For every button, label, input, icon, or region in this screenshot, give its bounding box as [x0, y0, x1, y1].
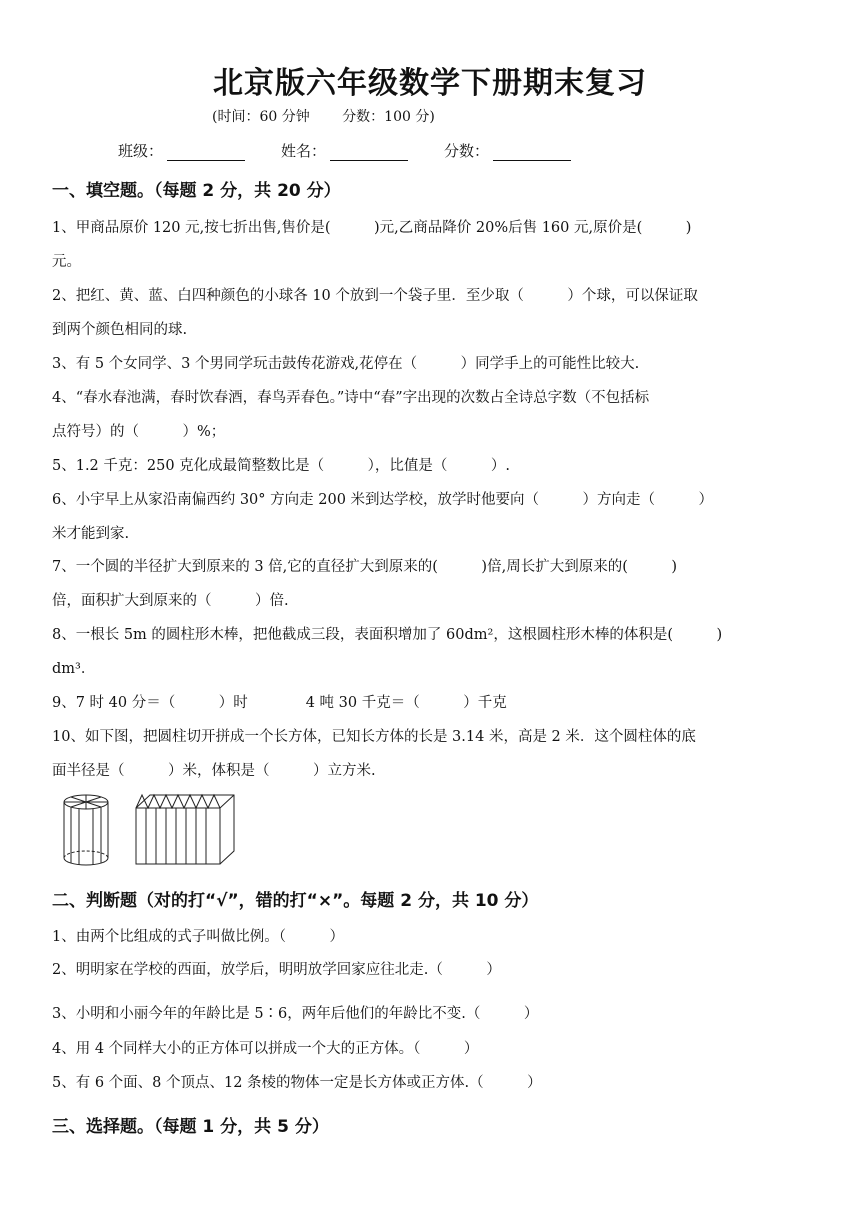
- fill-question-10b: 面半径是（ ）米，体积是（ ）立方米.: [52, 763, 376, 779]
- page-title: 北京版六年级数学下册期末复习: [213, 66, 647, 101]
- student-info: [118, 140, 571, 161]
- fill-question-8a: 8、一根长 5m 的圆柱形木棒，把他截成三段，表面积增加了 60dm²，这根圆柱形木棒的体积是( ): [52, 627, 723, 643]
- name-blank[interactable]: [330, 146, 408, 161]
- cylinder-cuboid-figure: [56, 792, 236, 868]
- judge-question-5: 5、有 6 个面、8 个顶点、12 条棱的物体一定是长方体或正方体.（ ）: [52, 1075, 542, 1091]
- class-label: 班级：: [118, 142, 164, 160]
- fill-question-1a: 1、甲商品原价 120 元,按七折出售,售价是( )元,乙商品降价 20%后售 160 元,原价是( ): [52, 220, 692, 236]
- fill-question-2a: 2、把红、黄、蓝、白四种颜色的小球各 10 个放到一个袋子里．至少取（ ）个球，可以保证取: [52, 288, 698, 304]
- cylinder-drawing: [64, 795, 108, 865]
- fill-question-7b: 倍，面积扩大到原来的（ ）倍.: [52, 593, 289, 609]
- fill-question-7a: 7、一个圆的半径扩大到原来的 3 倍,它的直径扩大到原来的( )倍,周长扩大到原来的( ): [52, 559, 678, 575]
- name-label: 姓名：: [281, 142, 327, 160]
- judge-question-3: 3、小明和小丽今年的年龄比是 5∶6，两年后他们的年龄比不变.（ ）: [52, 1006, 539, 1022]
- section-true-false: 二、判断题（对的打“√”，错的打“×”。每题 2 分，共 10 分）: [52, 891, 539, 911]
- score-field[interactable]: [444, 140, 571, 161]
- fill-question-8b: dm³．: [52, 661, 96, 677]
- fill-question-9: 9、7 时 40 分＝（ ）时 4 吨 30 千克＝（ ）千克: [52, 695, 507, 711]
- fill-question-4a: 4、“春水春池满，春时饮春酒，春鸟弄春色。”诗中“春”字出现的次数占全诗总字数（不包括标: [52, 390, 650, 406]
- judge-question-4: 4、用 4 个同样大小的正方体可以拼成一个大的正方体。（ ）: [52, 1041, 479, 1057]
- fill-question-10a: 10、如下图，把圆柱切开拼成一个长方体，已知长方体的长是 3.14 米，高是 2 米．这个圆柱体的底: [52, 729, 696, 745]
- cuboid-drawing: [136, 795, 234, 864]
- score-label: 分数：: [444, 142, 490, 160]
- section-multiple-choice: 三、选择题。（每题 1 分，共 5 分）: [52, 1117, 329, 1137]
- score-blank[interactable]: [493, 146, 571, 161]
- fill-question-4b: 点符号）的（ ）%；: [52, 424, 226, 440]
- section-fill-in: 一、填空题。（每题 2 分，共 20 分）: [52, 181, 341, 201]
- exam-meta: [212, 106, 463, 126]
- fill-question-3: 3、有 5 个女同学、3 个男同学玩击鼓传花游戏,花停在（ ）同学手上的可能性比较大.: [52, 356, 640, 372]
- fill-question-6a: 6、小宇早上从家沿南偏西约 30° 方向走 200 米到达学校，放学时他要向（ ）方向走（ ）: [52, 492, 714, 508]
- fill-question-6b: 米才能到家.: [52, 526, 130, 542]
- fill-question-5: 5、1.2 千克：250 克化成最简整数比是（ ），比值是（ ）.: [52, 458, 511, 474]
- name-field[interactable]: [281, 140, 408, 161]
- judge-question-2: 2、明明家在学校的西面，放学后，明明放学回家应往北走.（ ）: [52, 962, 501, 978]
- time-limit: (时间：60 分钟: [212, 109, 310, 125]
- fill-question-2b: 到两个颜色相同的球.: [52, 322, 188, 338]
- fill-question-1b: 元。: [52, 254, 81, 270]
- class-blank[interactable]: [167, 146, 245, 161]
- total-score: 分数：100 分): [342, 109, 435, 125]
- judge-question-1: 1、由两个比组成的式子叫做比例。（ ）: [52, 929, 344, 945]
- class-field[interactable]: [118, 140, 245, 161]
